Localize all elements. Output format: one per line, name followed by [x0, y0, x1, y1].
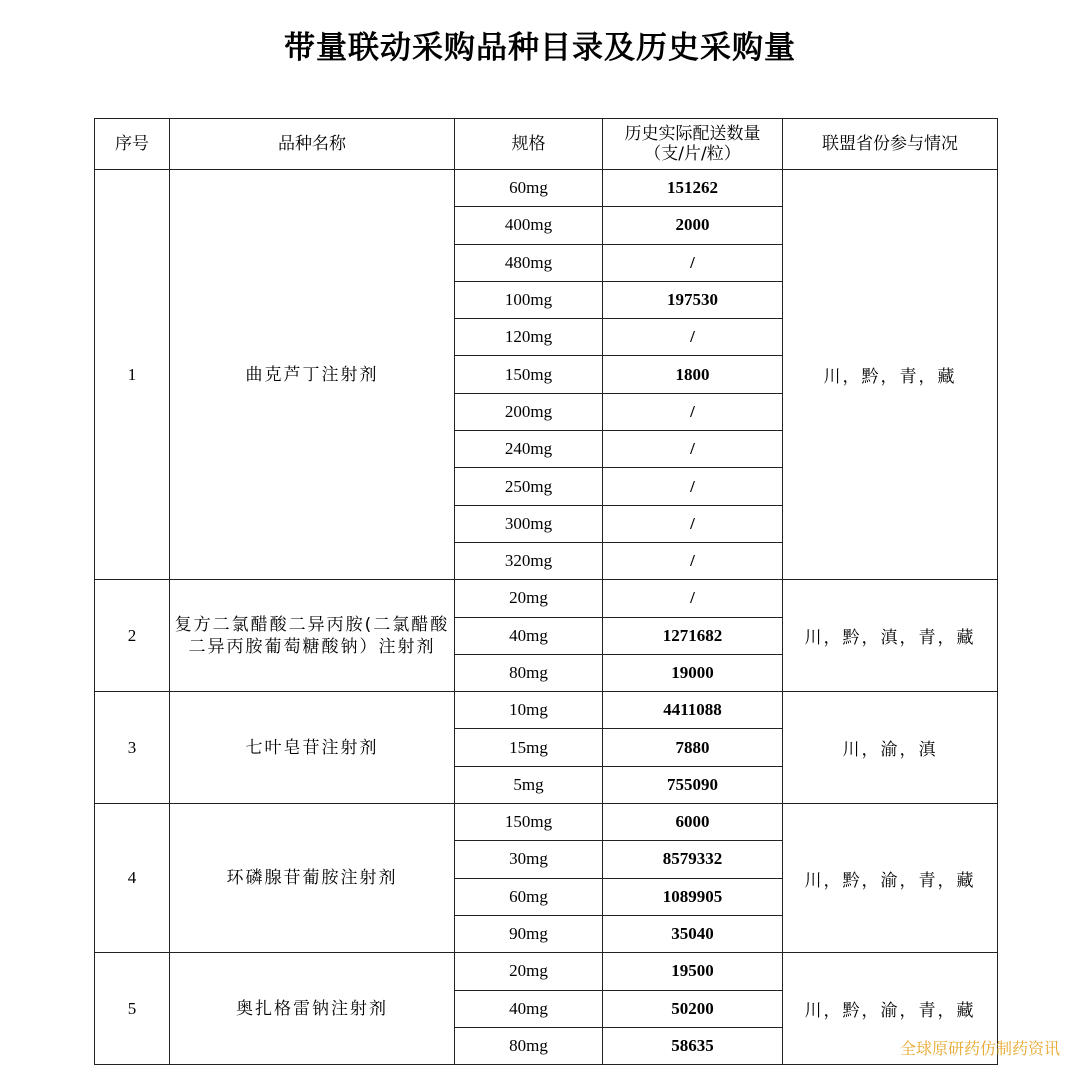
- quantity-cell: /: [603, 393, 783, 430]
- spec-cell: 60mg: [455, 170, 603, 207]
- spec-cell: 320mg: [455, 542, 603, 579]
- header-spec: 规格: [455, 119, 603, 170]
- header-quantity: [603, 119, 783, 170]
- table-body: [95, 170, 998, 1065]
- quantity-cell: 2000: [603, 207, 783, 244]
- table-row: [95, 953, 998, 990]
- spec-cell: 150mg: [455, 804, 603, 841]
- quantity-cell: 755090: [603, 766, 783, 803]
- spec-cell: 10mg: [455, 692, 603, 729]
- quantity-cell: /: [603, 505, 783, 542]
- spec-cell: 250mg: [455, 468, 603, 505]
- quantity-cell: /: [603, 468, 783, 505]
- spec-cell: 200mg: [455, 393, 603, 430]
- table-row: [95, 580, 998, 617]
- seq-cell: 1: [95, 170, 170, 580]
- spec-cell: 480mg: [455, 244, 603, 281]
- quantity-cell: 35040: [603, 915, 783, 952]
- quantity-cell: /: [603, 319, 783, 356]
- spec-cell: 90mg: [455, 915, 603, 952]
- quantity-cell: 58635: [603, 1027, 783, 1064]
- quantity-cell: /: [603, 431, 783, 468]
- spec-cell: 40mg: [455, 617, 603, 654]
- drug-name-cell: 奥扎格雷钠注射剂: [170, 953, 455, 1065]
- header-seq: 序号: [95, 119, 170, 170]
- header-provinces: 联盟省份参与情况: [783, 119, 998, 170]
- quantity-cell: /: [603, 244, 783, 281]
- provinces-cell: 川，黔，滇，青，藏: [783, 580, 998, 692]
- header-quantity-line2: （支/片/粒）: [644, 144, 741, 164]
- quantity-cell: 151262: [603, 170, 783, 207]
- spec-cell: 80mg: [455, 654, 603, 691]
- spec-cell: 20mg: [455, 580, 603, 617]
- quantity-cell: 1271682: [603, 617, 783, 654]
- drug-name-cell: 曲克芦丁注射剂: [170, 170, 455, 580]
- quantity-cell: 197530: [603, 281, 783, 318]
- table-row: [95, 170, 998, 207]
- quantity-cell: 6000: [603, 804, 783, 841]
- spec-cell: 80mg: [455, 1027, 603, 1064]
- seq-cell: 4: [95, 804, 170, 953]
- spec-cell: 40mg: [455, 990, 603, 1027]
- spec-cell: 100mg: [455, 281, 603, 318]
- seq-cell: 5: [95, 953, 170, 1065]
- header-quantity-line1: 历史实际配送数量: [624, 124, 761, 144]
- spec-cell: 20mg: [455, 953, 603, 990]
- quantity-cell: 7880: [603, 729, 783, 766]
- provinces-cell: 川，黔，渝，青，藏: [783, 953, 998, 1065]
- spec-cell: 30mg: [455, 841, 603, 878]
- quantity-cell: 1089905: [603, 878, 783, 915]
- watermark: 全球原研药仿制药资讯: [899, 1039, 1060, 1058]
- table-row: [95, 692, 998, 729]
- seq-cell: 3: [95, 692, 170, 804]
- quantity-cell: 19500: [603, 953, 783, 990]
- provinces-cell: 川，黔，渝，青，藏: [783, 804, 998, 953]
- drug-name-cell: 复方二氯醋酸二异丙胺(二氯醋酸二异丙胺葡萄糖酸钠）注射剂: [170, 580, 455, 692]
- drug-name-cell: 七叶皂苷注射剂: [170, 692, 455, 804]
- provinces-cell: 川，黔，青，藏: [783, 170, 998, 580]
- quantity-cell: /: [603, 580, 783, 617]
- seq-cell: 2: [95, 580, 170, 692]
- document-title: 带量联动采购品种目录及历史采购量: [284, 30, 796, 66]
- procurement-table: [94, 118, 998, 1065]
- table-header-row: [95, 119, 998, 170]
- provinces-cell: 川，渝，滇: [783, 692, 998, 804]
- quantity-cell: /: [603, 542, 783, 579]
- header-drug-name: 品种名称: [170, 119, 455, 170]
- spec-cell: 120mg: [455, 319, 603, 356]
- quantity-cell: 8579332: [603, 841, 783, 878]
- quantity-cell: 50200: [603, 990, 783, 1027]
- spec-cell: 240mg: [455, 431, 603, 468]
- quantity-cell: 19000: [603, 654, 783, 691]
- spec-cell: 5mg: [455, 766, 603, 803]
- quantity-cell: 1800: [603, 356, 783, 393]
- table-row: [95, 804, 998, 841]
- spec-cell: 300mg: [455, 505, 603, 542]
- spec-cell: 400mg: [455, 207, 603, 244]
- spec-cell: 60mg: [455, 878, 603, 915]
- spec-cell: 150mg: [455, 356, 603, 393]
- quantity-cell: 4411088: [603, 692, 783, 729]
- spec-cell: 15mg: [455, 729, 603, 766]
- drug-name-cell: 环磷腺苷葡胺注射剂: [170, 804, 455, 953]
